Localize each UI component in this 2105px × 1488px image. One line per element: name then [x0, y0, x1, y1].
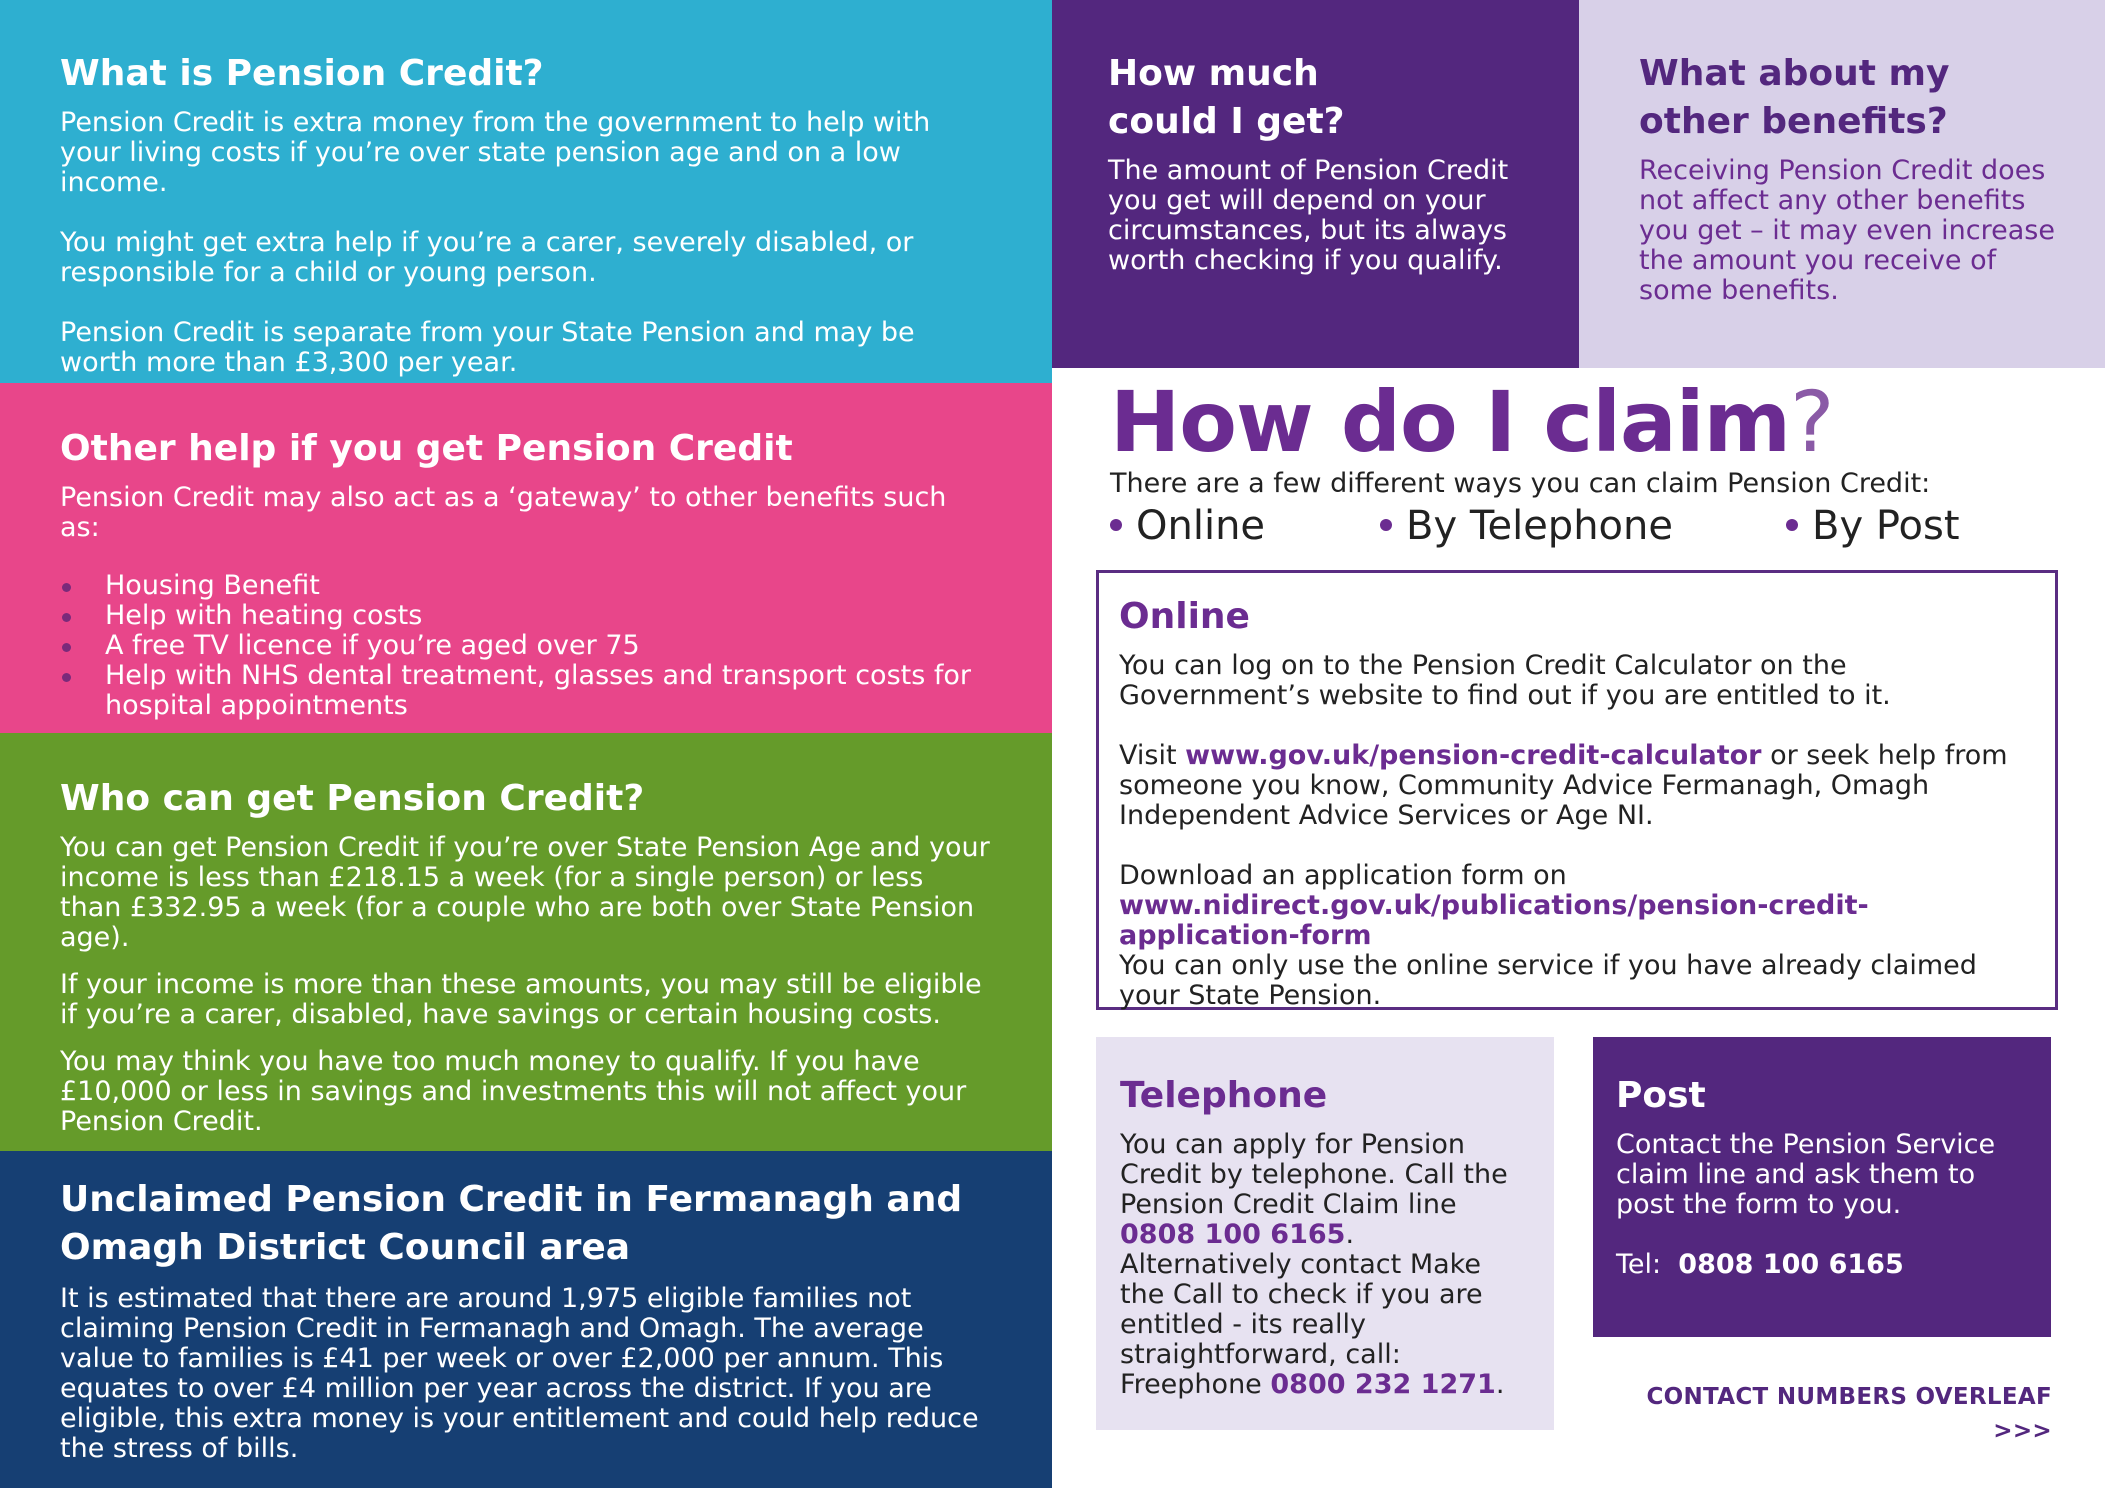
online-visit-prefix: Visit [1119, 740, 1186, 771]
bullet-icon [1380, 519, 1392, 531]
other-benefits-section [1579, 0, 2105, 368]
bullet-icon [1110, 519, 1122, 531]
telephone-body-c: . [1495, 1369, 1505, 1400]
telephone-claim-box [1096, 1037, 1554, 1430]
claim-ways-list [1110, 502, 2070, 552]
who-can-paragraph-1: You can get Pension Credit if you’re over State Pension Age and your income is less than £218.15 a week (for a single person) or less than £332.95 a week (for a couple who are both over State Pension age). [60, 832, 990, 953]
other-benefits-title-line-2: other benefits? [1639, 101, 1948, 142]
other-help-list [60, 571, 992, 721]
claim-title-question-mark: ? [1790, 373, 1834, 471]
calculator-link[interactable]: www.gov.uk/pension-credit-calculator [1185, 740, 1762, 771]
other-benefits-title-line-1: What about my [1639, 53, 1950, 94]
how-do-i-claim-section [1110, 372, 2070, 562]
claim-way-label: By Telephone [1406, 503, 1673, 549]
claim-title [1110, 372, 2070, 472]
who-can-title: Who can get Pension Credit? [60, 778, 645, 819]
unclaimed-title: Unclaimed Pension Credit in Fermanagh and Omagh District Council area [60, 1179, 963, 1268]
telephone-title: Telephone [1120, 1075, 1328, 1116]
other-benefits-body: Receiving Pension Credit does not affect any other benefits you get – it may even increase the amount you receive of some benefits. [1639, 155, 2055, 306]
other-benefits-title [1639, 50, 2055, 146]
contact-numbers-overleaf: CONTACT NUMBERS OVERLEAF >>> [1646, 1384, 2052, 1444]
who-can-get-section [0, 733, 1052, 1151]
telephone-body-b: . Alternatively contact Make the Call to check if you are entitled - its really straightforward, call: Freephone [1120, 1219, 1483, 1400]
telephone-body-a: You can apply for Pension Credit by telephone. Call the Pension Credit Claim line [1120, 1129, 1508, 1220]
post-tel-label: Tel: [1616, 1249, 1662, 1280]
claim-way-label: By Post [1812, 503, 1960, 549]
claim-way-telephone [1380, 502, 1673, 550]
freephone-number[interactable]: 0800 232 1271 [1270, 1369, 1496, 1400]
what-is-paragraph-2: You might get extra help if you’re a carer, severely disabled, or responsible for a child or young person. [60, 227, 914, 288]
telephone-body [1120, 1130, 1532, 1400]
list-item: Housing Benefit [60, 571, 992, 601]
post-tel-number[interactable]: 0808 100 6165 [1678, 1249, 1904, 1280]
list-item: Help with heating costs [60, 601, 992, 631]
online-paragraph-3 [1119, 861, 2035, 1011]
online-claim-box [1096, 570, 2058, 1010]
what-is-title: What is Pension Credit? [60, 53, 544, 94]
post-title: Post [1616, 1075, 1706, 1116]
how-much-body: The amount of Pension Credit you get will depend on your circumstances, but its always worth checking if you qualify. [1108, 155, 1509, 276]
claim-intro: There are a few different ways you can claim Pension Credit: [1110, 468, 1931, 499]
how-much-title [1108, 50, 1524, 146]
claim-way-post [1786, 502, 1960, 550]
post-claim-box [1593, 1037, 2051, 1337]
what-is-paragraph-1: Pension Credit is extra money from the government to help with your living costs if you’re over state pension age and on a low income. [60, 107, 931, 198]
claim-title-text: How do I claim [1110, 373, 1791, 471]
application-form-link[interactable]: www.nidirect.gov.uk/publications/pension-credit-application-form [1119, 890, 1869, 951]
how-much-title-line-1: How much [1108, 53, 1319, 94]
how-much-section [1052, 0, 1579, 368]
online-title: Online [1119, 596, 1250, 637]
online-visit-suffix: or seek help from someone you know, Community Advice Fermanagh, Omagh Independent Advice Services or Age NI. [1119, 740, 2008, 831]
other-help-intro: Pension Credit may also act as a ‘gateway’ to other benefits such as: [60, 482, 947, 543]
unclaimed-section [0, 1151, 1052, 1488]
claim-way-online [1110, 502, 1265, 550]
other-help-title: Other help if you get Pension Credit [60, 428, 793, 469]
list-item: A free TV licence if you’re aged over 75 [60, 631, 992, 661]
post-body: Contact the Pension Service claim line and ask them to post the form to you. [1616, 1129, 1996, 1220]
how-much-title-line-2: could I get? [1108, 101, 1345, 142]
who-can-paragraph-3: You may think you have too much money to qualify. If you have £10,000 or less in savings and investments this will not affect your Pension Credit. [60, 1046, 967, 1137]
claim-way-label: Online [1136, 503, 1266, 549]
unclaimed-paragraph: It is estimated that there are around 1,975 eligible families not claiming Pension Credit in Fermanagh and Omagh. The average value to families is £41 per week or over £2,000 per annum. This equates to over £4 million per year across the district. If you are eligible, this extra money is your entitlement and could help reduce the stress of bills. [60, 1283, 979, 1464]
online-paragraph-2 [1119, 741, 2035, 831]
online-service-note: You can only use the online service if you have already claimed your State Pension. [1119, 950, 1977, 1011]
bullet-icon [1786, 519, 1798, 531]
list-item: Help with NHS dental treatment, glasses and transport costs for hospital appointments [60, 661, 992, 721]
what-is-paragraph-3: Pension Credit is separate from your State Pension and may be worth more than £3,300 per year. [60, 317, 915, 378]
online-paragraph-1: You can log on to the Pension Credit Calculator on the Government’s website to find out if you are entitled to it. [1119, 650, 1891, 711]
other-help-section [0, 383, 1052, 733]
post-tel [1616, 1250, 2029, 1280]
claim-line-number[interactable]: 0808 100 6165 [1120, 1219, 1346, 1250]
download-form-text: Download an application form on [1119, 860, 1567, 891]
what-is-pension-credit-section [0, 0, 1052, 383]
who-can-paragraph-2: If your income is more than these amounts, you may still be eligible if you’re a carer, disabled, have savings or certain housing costs. [60, 969, 982, 1030]
